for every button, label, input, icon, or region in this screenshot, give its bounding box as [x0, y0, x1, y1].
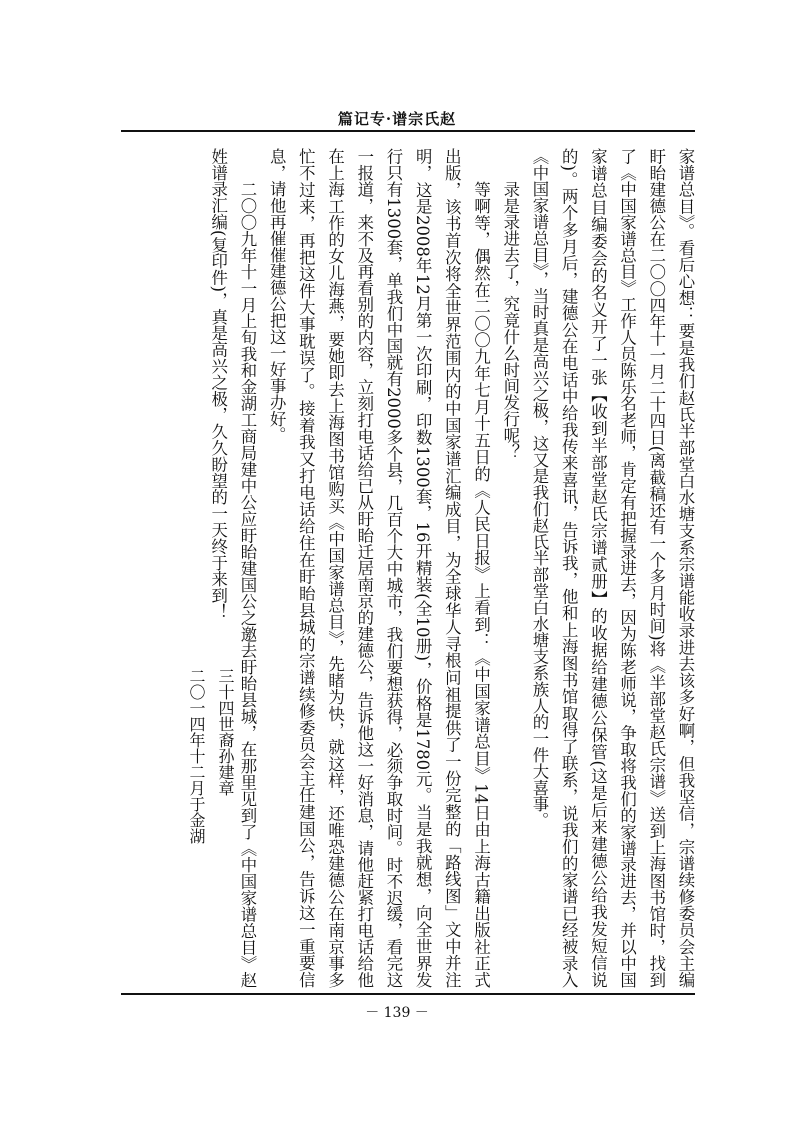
paragraph: 二〇〇九年十一月上旬我和金湖工商局建中公应盱眙建国公之邀去盱眙县城，在那里见到了《中国家谱总目》赵姓谱录汇编(复印件)，真是高兴之极，久久盼望的一天终于来到！: [208, 148, 257, 988]
signature-date: 二〇一四年十二月于金湖: [187, 668, 206, 844]
paragraph: 录是录进去了，究竟什么时间发行呢？: [500, 180, 520, 460]
page-number: － 139 －: [365, 1005, 429, 1021]
running-header-title: 篇记专·谱宗氏赵: [337, 110, 457, 128]
signature-author: 三十四世裔孙建章: [216, 668, 235, 796]
signature-block: [178, 668, 240, 898]
footer-rule: [121, 993, 695, 995]
header-rule: [121, 130, 695, 132]
paragraph: 等啊等，偶然在二〇〇九年七月十五日的《人民日报》上看到：《中国家谱总目》14日由上海古籍出版社正式出版，该书首次将全世界范围内的中国家谱汇编成目，为全球华人寻根问祖提供了一份完整的「路线图」文中并注明，这是2008年12月第一次印刷，印数1300套，16开精装(全10册)，价格是1780元。当是我就想，向全世界发行只有1300套，单我们中国就有2000多个县，几百个大中城市，我们要想获得，必须争取时间。时不迟缓，看完这一报道，来不及再看别的内容，立刻打电话给已从盱眙迁居南京的建德公，告诉他这一好消息，请他赶紧打电话给他在上海工作的女儿海燕，要她即去上海图书馆购买《中国家谱总目》，先睹为快，就这样，还唯恐建德公在南京事多忙不过来，再把这件大事耽误了。接着我又打电话给住在盱眙县城的宗谱续修委员会主任建国公，告诉这一重要信息，请他再催催建德公把这一好事办好。: [267, 148, 491, 988]
paragraph: 家谱总目》。看后心想：要是我们赵氏半部堂白水塘支系宗谱能收录进去该多好啊，但我坚信，宗谱续修委员会主编盱眙建德公在二〇〇四年十一月二十四日(离截稿还有一个多月时间)将《半部堂赵氏宗谱》送到上海图书馆时，找到了《中国家谱总目》工作人员陈乐名老师，肯定有把握录进去，因为陈老师说，争取将我们的家谱录进去，并以中国家谱总目编委会的名义开了一张【收到半部堂赵氏宗谱贰册】的收据给建德公保管(这是后来建德公给我发短信说的)。两个多月后，建德公在电话中给我传来喜讯，告诉我，他和上海图书馆取得了联系，说我们的家谱已经被录入《中国家谱总目》，当时真是高兴之极，这又是我们赵氏半部堂白水塘支系族人的一件大喜事。: [529, 148, 695, 988]
